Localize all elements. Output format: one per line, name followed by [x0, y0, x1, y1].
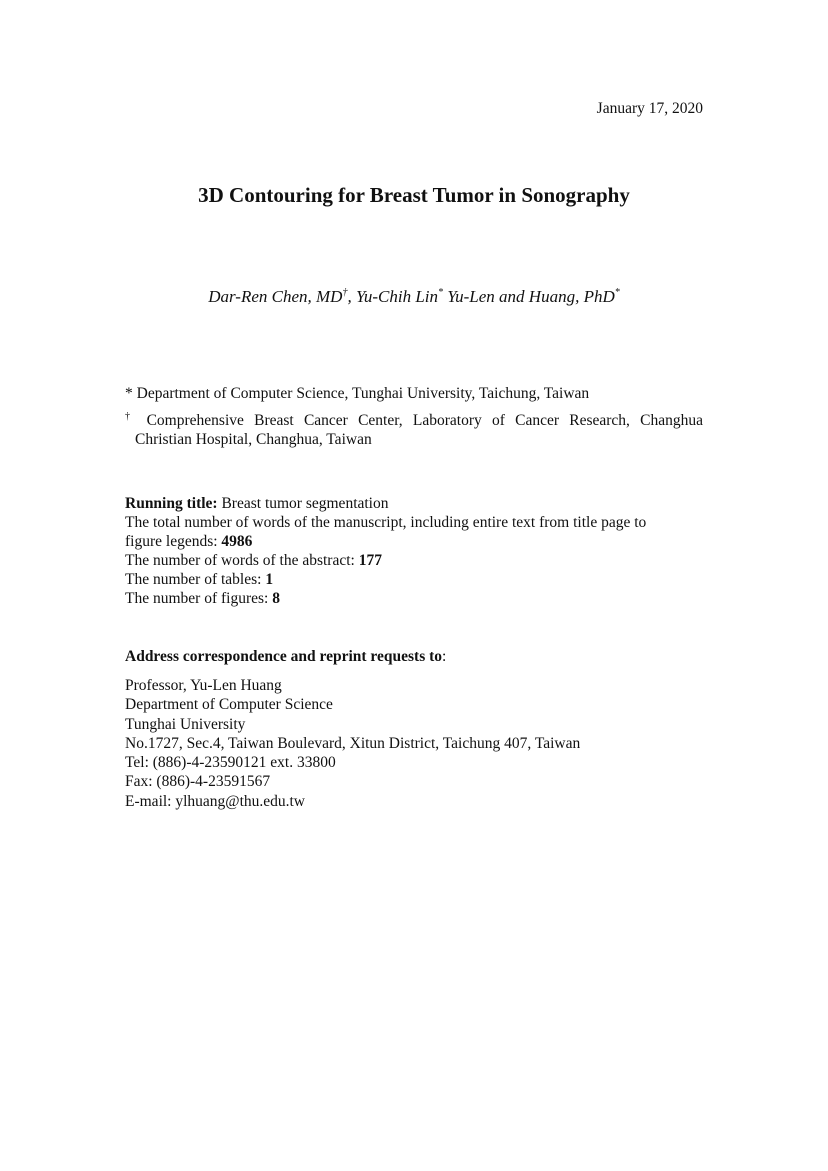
correspondence-heading-text: Address correspondence and reprint requests to — [125, 648, 443, 665]
address-line: Tel: (886)-4-23590121 ext. 33800 — [125, 754, 336, 772]
address-line: No.1727, Sec.4, Taiwan Boulevard, Xitun District, Taichung 407, Taiwan — [125, 734, 581, 752]
running-title-line — [125, 494, 703, 513]
affiliation-2-continuation: Christian Hospital, Changhua, Taiwan — [135, 431, 372, 448]
address-line: Professor, Yu-Len Huang — [125, 677, 282, 694]
tables-line — [125, 570, 703, 589]
correspondence-heading — [125, 648, 446, 666]
correspondence-address — [125, 676, 580, 811]
address-line: Fax: (886)-4-23591567 — [125, 773, 271, 791]
figures-line — [125, 589, 703, 608]
word-count-label: figure legends: — [125, 533, 222, 550]
correspondence-heading-colon: : — [442, 648, 447, 665]
tables-label: The number of tables: — [125, 571, 266, 588]
affiliation-mark: * — [125, 385, 133, 402]
abstract-words-value: 177 — [358, 552, 382, 569]
author-affiliation-mark: † — [342, 287, 348, 298]
abstract-words-label: The number of words of the abstract: — [125, 552, 359, 569]
word-count-line-2 — [125, 532, 703, 551]
running-title-label: Running title: — [125, 495, 218, 512]
author-affiliation-mark: * — [614, 287, 620, 298]
manuscript-info — [125, 494, 703, 608]
affiliation-1 — [125, 384, 703, 403]
figures-label: The number of figures: — [125, 590, 273, 607]
affiliation-mark: † — [125, 411, 137, 422]
figures-value: 8 — [272, 590, 280, 607]
affiliation-2 — [125, 411, 703, 430]
word-count-line: The total number of words of the manuscript, including entire text from title page to — [125, 514, 647, 531]
author-name: Yu-Len and Huang, PhD — [447, 287, 615, 306]
address-line: Department of Computer Science — [125, 696, 333, 714]
author-name: Dar-Ren Chen, MD — [208, 287, 343, 306]
paper-title: 3D Contouring for Breast Tumor in Sonography — [198, 183, 630, 207]
author-name: Yu-Chih Lin — [355, 287, 438, 306]
address-line: E-mail: ylhuang@thu.edu.tw — [125, 792, 306, 810]
word-count-value: 4986 — [221, 533, 253, 550]
address-line: Tunghai University — [125, 715, 246, 733]
tables-value: 1 — [265, 571, 274, 588]
abstract-words-line — [125, 551, 703, 570]
running-title-value: Breast tumor segmentation — [217, 495, 389, 512]
author-affiliation-mark: * — [438, 287, 443, 298]
affiliation-text: Comprehensive Breast Cancer Center, Laboratory of Cancer Research, Changhua — [136, 412, 703, 429]
author-separator: , — [347, 287, 356, 306]
document-date: January 17, 2020 — [596, 100, 703, 117]
affiliation-text: Department of Computer Science, Tunghai University, Taichung, Taiwan — [132, 385, 590, 402]
author-list — [0, 287, 828, 307]
